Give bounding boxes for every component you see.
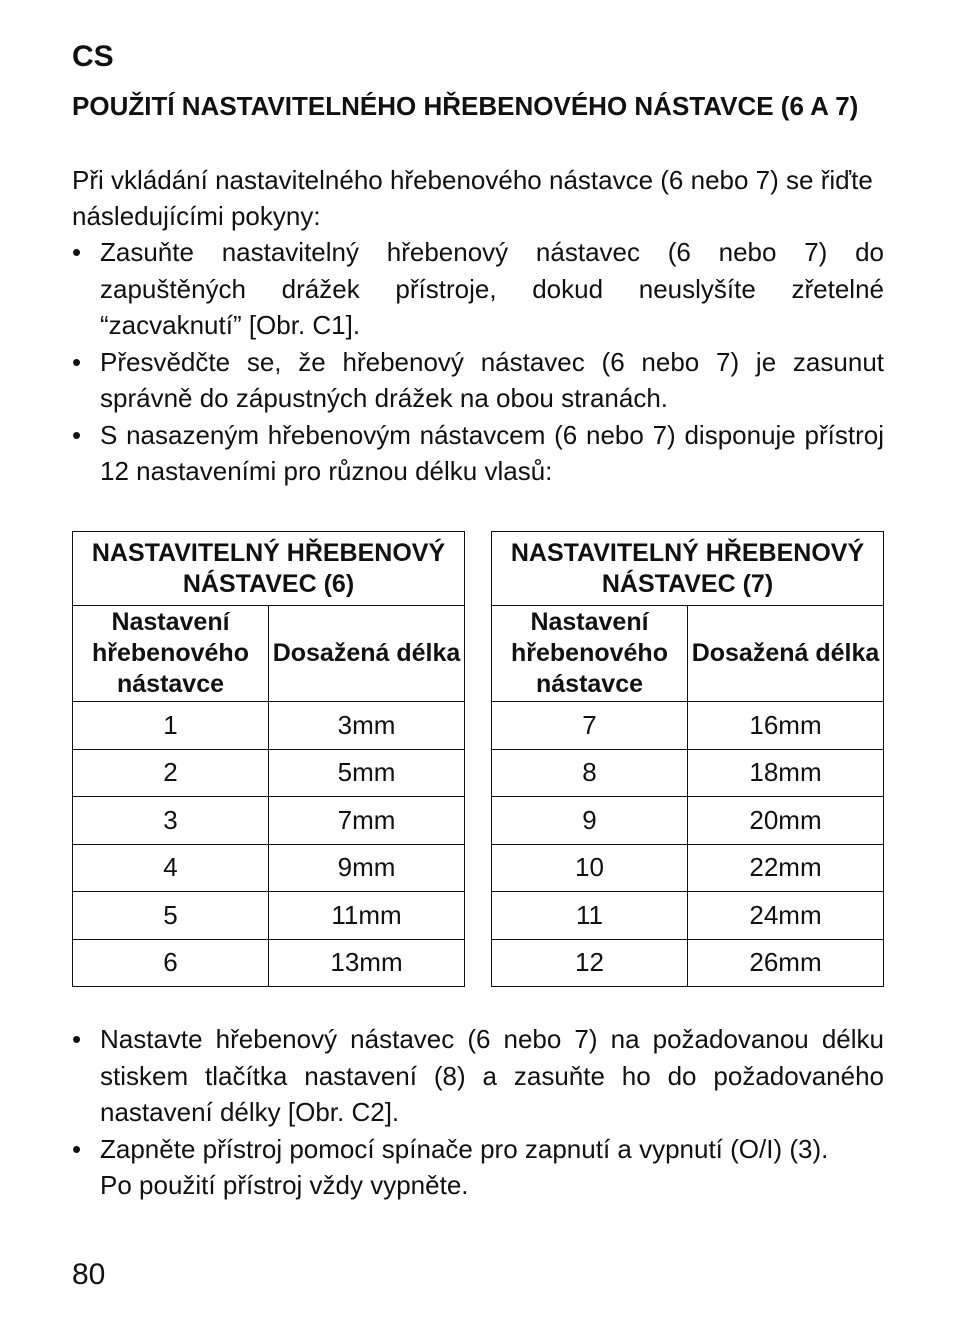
table-row (73, 797, 465, 845)
cell-length: 22mm (688, 844, 884, 892)
cell-length: 16mm (688, 702, 884, 750)
cell-setting: 8 (492, 749, 688, 797)
cell-length: 11mm (269, 892, 465, 940)
cell-length: 18mm (688, 749, 884, 797)
list-item: • Nastavte hřebenový nástavec (6 nebo 7) na požadovanou délku stiskem tlačítka nastavení (8) a zasuňte ho do požadovaného nastavení délky [Obr. C2]. (72, 1021, 884, 1131)
cell-length: 7mm (269, 797, 465, 845)
page-number: 80 (72, 1258, 106, 1291)
table-title: NASTAVITELNÝ HŘEBENOVÝ NÁSTAVEC (6) (73, 532, 465, 606)
column-header-setting: Nastavení hřebenového nástavce (73, 606, 269, 702)
list-item (72, 1131, 884, 1204)
cell-length: 20mm (688, 797, 884, 845)
comb-table-6 (72, 531, 465, 987)
cell-length: 24mm (688, 892, 884, 940)
table-row (492, 892, 884, 940)
table-row (73, 844, 465, 892)
instruction-list-top (72, 234, 884, 490)
list-item: • Zasuňte nastavitelný hřebenový nástavec (6 nebo 7) do zapuštěných drážek přístroje, dokud neuslyšíte zřetelné “zacvaknutí” [Obr. C1]. (72, 234, 884, 344)
cell-length: 3mm (269, 702, 465, 750)
cell-setting: 9 (492, 797, 688, 845)
table-row (73, 892, 465, 940)
cell-setting: 7 (492, 702, 688, 750)
language-code: CS (72, 40, 114, 73)
list-item-text: Zapněte přístroj pomocí spínače pro zapnutí a vypnutí (O/I) (3). (100, 1133, 829, 1164)
table-row (492, 797, 884, 845)
cell-length: 13mm (269, 939, 465, 987)
cell-setting: 10 (492, 844, 688, 892)
list-item: • Přesvědčte se, že hřebenový nástavec (6 nebo 7) je zasunut správně do zápustných drážek na obou stranách. (72, 344, 884, 417)
cell-setting: 4 (73, 844, 269, 892)
table-row (492, 749, 884, 797)
list-item: • S nasazeným hřebenovým nástavcem (6 nebo 7) disponuje přístroj 12 nastaveními pro různou délku vlasů: (72, 417, 884, 490)
column-header-length: Dosažená délka (269, 606, 465, 702)
table-row (73, 939, 465, 987)
cell-setting: 1 (73, 702, 269, 750)
cell-setting: 11 (492, 892, 688, 940)
list-item-note: Po použití přístroj vždy vypněte. (100, 1170, 469, 1200)
table-row (492, 702, 884, 750)
column-header-setting: Nastavení hřebenového nástavce (492, 606, 688, 702)
table-row (73, 702, 465, 750)
cell-setting: 12 (492, 939, 688, 987)
table-row (73, 749, 465, 797)
cell-setting: 5 (73, 892, 269, 940)
table-title: NASTAVITELNÝ HŘEBENOVÝ NÁSTAVEC (7) (492, 532, 884, 606)
intro-paragraph: Při vkládání nastavitelného hřebenového nástavce (6 nebo 7) se řiďte následujícími pokyny: (72, 165, 873, 231)
cell-length: 9mm (269, 844, 465, 892)
cell-setting: 2 (73, 749, 269, 797)
table-row (492, 844, 884, 892)
table-row (492, 939, 884, 987)
cell-length: 26mm (688, 939, 884, 987)
cell-setting: 3 (73, 797, 269, 845)
cell-length: 5mm (269, 749, 465, 797)
instruction-list-bottom (72, 1021, 884, 1204)
section-heading: POUŽITÍ NASTAVITELNÉHO HŘEBENOVÉHO NÁSTAVCE (6 A 7) (72, 91, 859, 121)
column-header-length: Dosažená délka (688, 606, 884, 702)
comb-table-7 (491, 531, 884, 987)
cell-setting: 6 (73, 939, 269, 987)
